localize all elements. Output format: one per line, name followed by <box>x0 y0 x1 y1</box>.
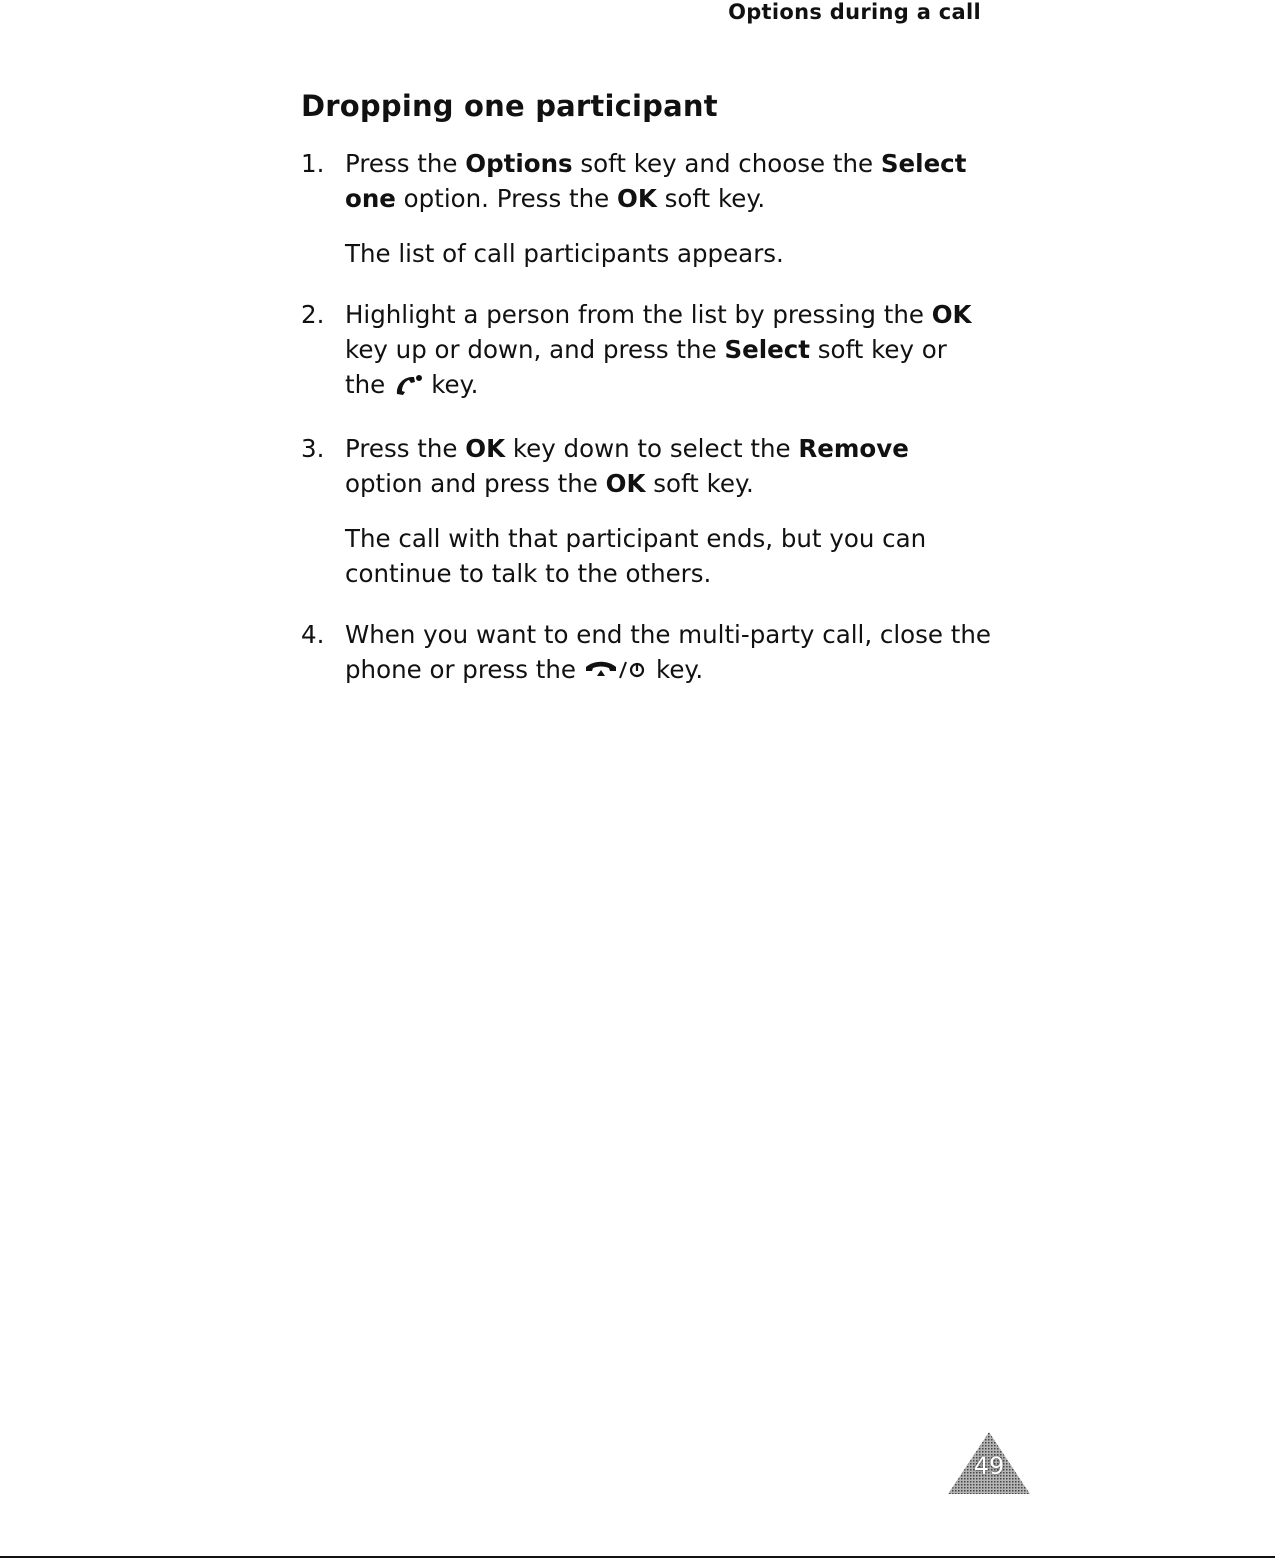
bottom-rule <box>0 1556 1275 1558</box>
section-title: Dropping one participant <box>301 89 718 123</box>
page-number: 49 <box>973 1452 1005 1480</box>
step-2 <box>301 297 991 405</box>
step-number: 3. <box>301 434 325 463</box>
step-text: Highlight a person from the list by pressing the OK key up or down, and press the Select soft key or the key. <box>345 297 991 405</box>
step-4 <box>301 617 991 690</box>
running-header: Options during a call <box>728 0 981 24</box>
key-label: Remove <box>798 434 909 463</box>
phone-send-icon <box>393 370 423 405</box>
step-1 <box>301 146 991 271</box>
key-label: Options <box>465 149 573 178</box>
key-label: OK <box>465 434 506 463</box>
step-number: 2. <box>301 300 325 329</box>
step-text: Press the OK key down to select the Remove option and press the OK soft key. <box>345 434 909 498</box>
key-label: Select one <box>345 149 967 213</box>
step-note: The call with that participant ends, but you can continue to talk to the others. <box>345 524 927 588</box>
page-number-badge <box>946 1430 1032 1496</box>
key-label: Select <box>724 335 810 364</box>
step-number: 1. <box>301 149 325 178</box>
step-text: When you want to end the multi-party call, close the phone or press the key. <box>345 617 991 690</box>
key-label: OK <box>605 469 646 498</box>
step-3 <box>301 431 991 591</box>
phone-end-power-icon <box>584 655 648 690</box>
key-label: OK <box>931 300 972 329</box>
step-note: The list of call participants appears. <box>345 239 784 268</box>
step-text: Press the Options soft key and choose the Select one option. Press the OK soft key. <box>345 149 967 213</box>
steps-list <box>301 146 991 690</box>
key-label: OK <box>617 184 657 213</box>
step-number: 4. <box>301 620 325 649</box>
